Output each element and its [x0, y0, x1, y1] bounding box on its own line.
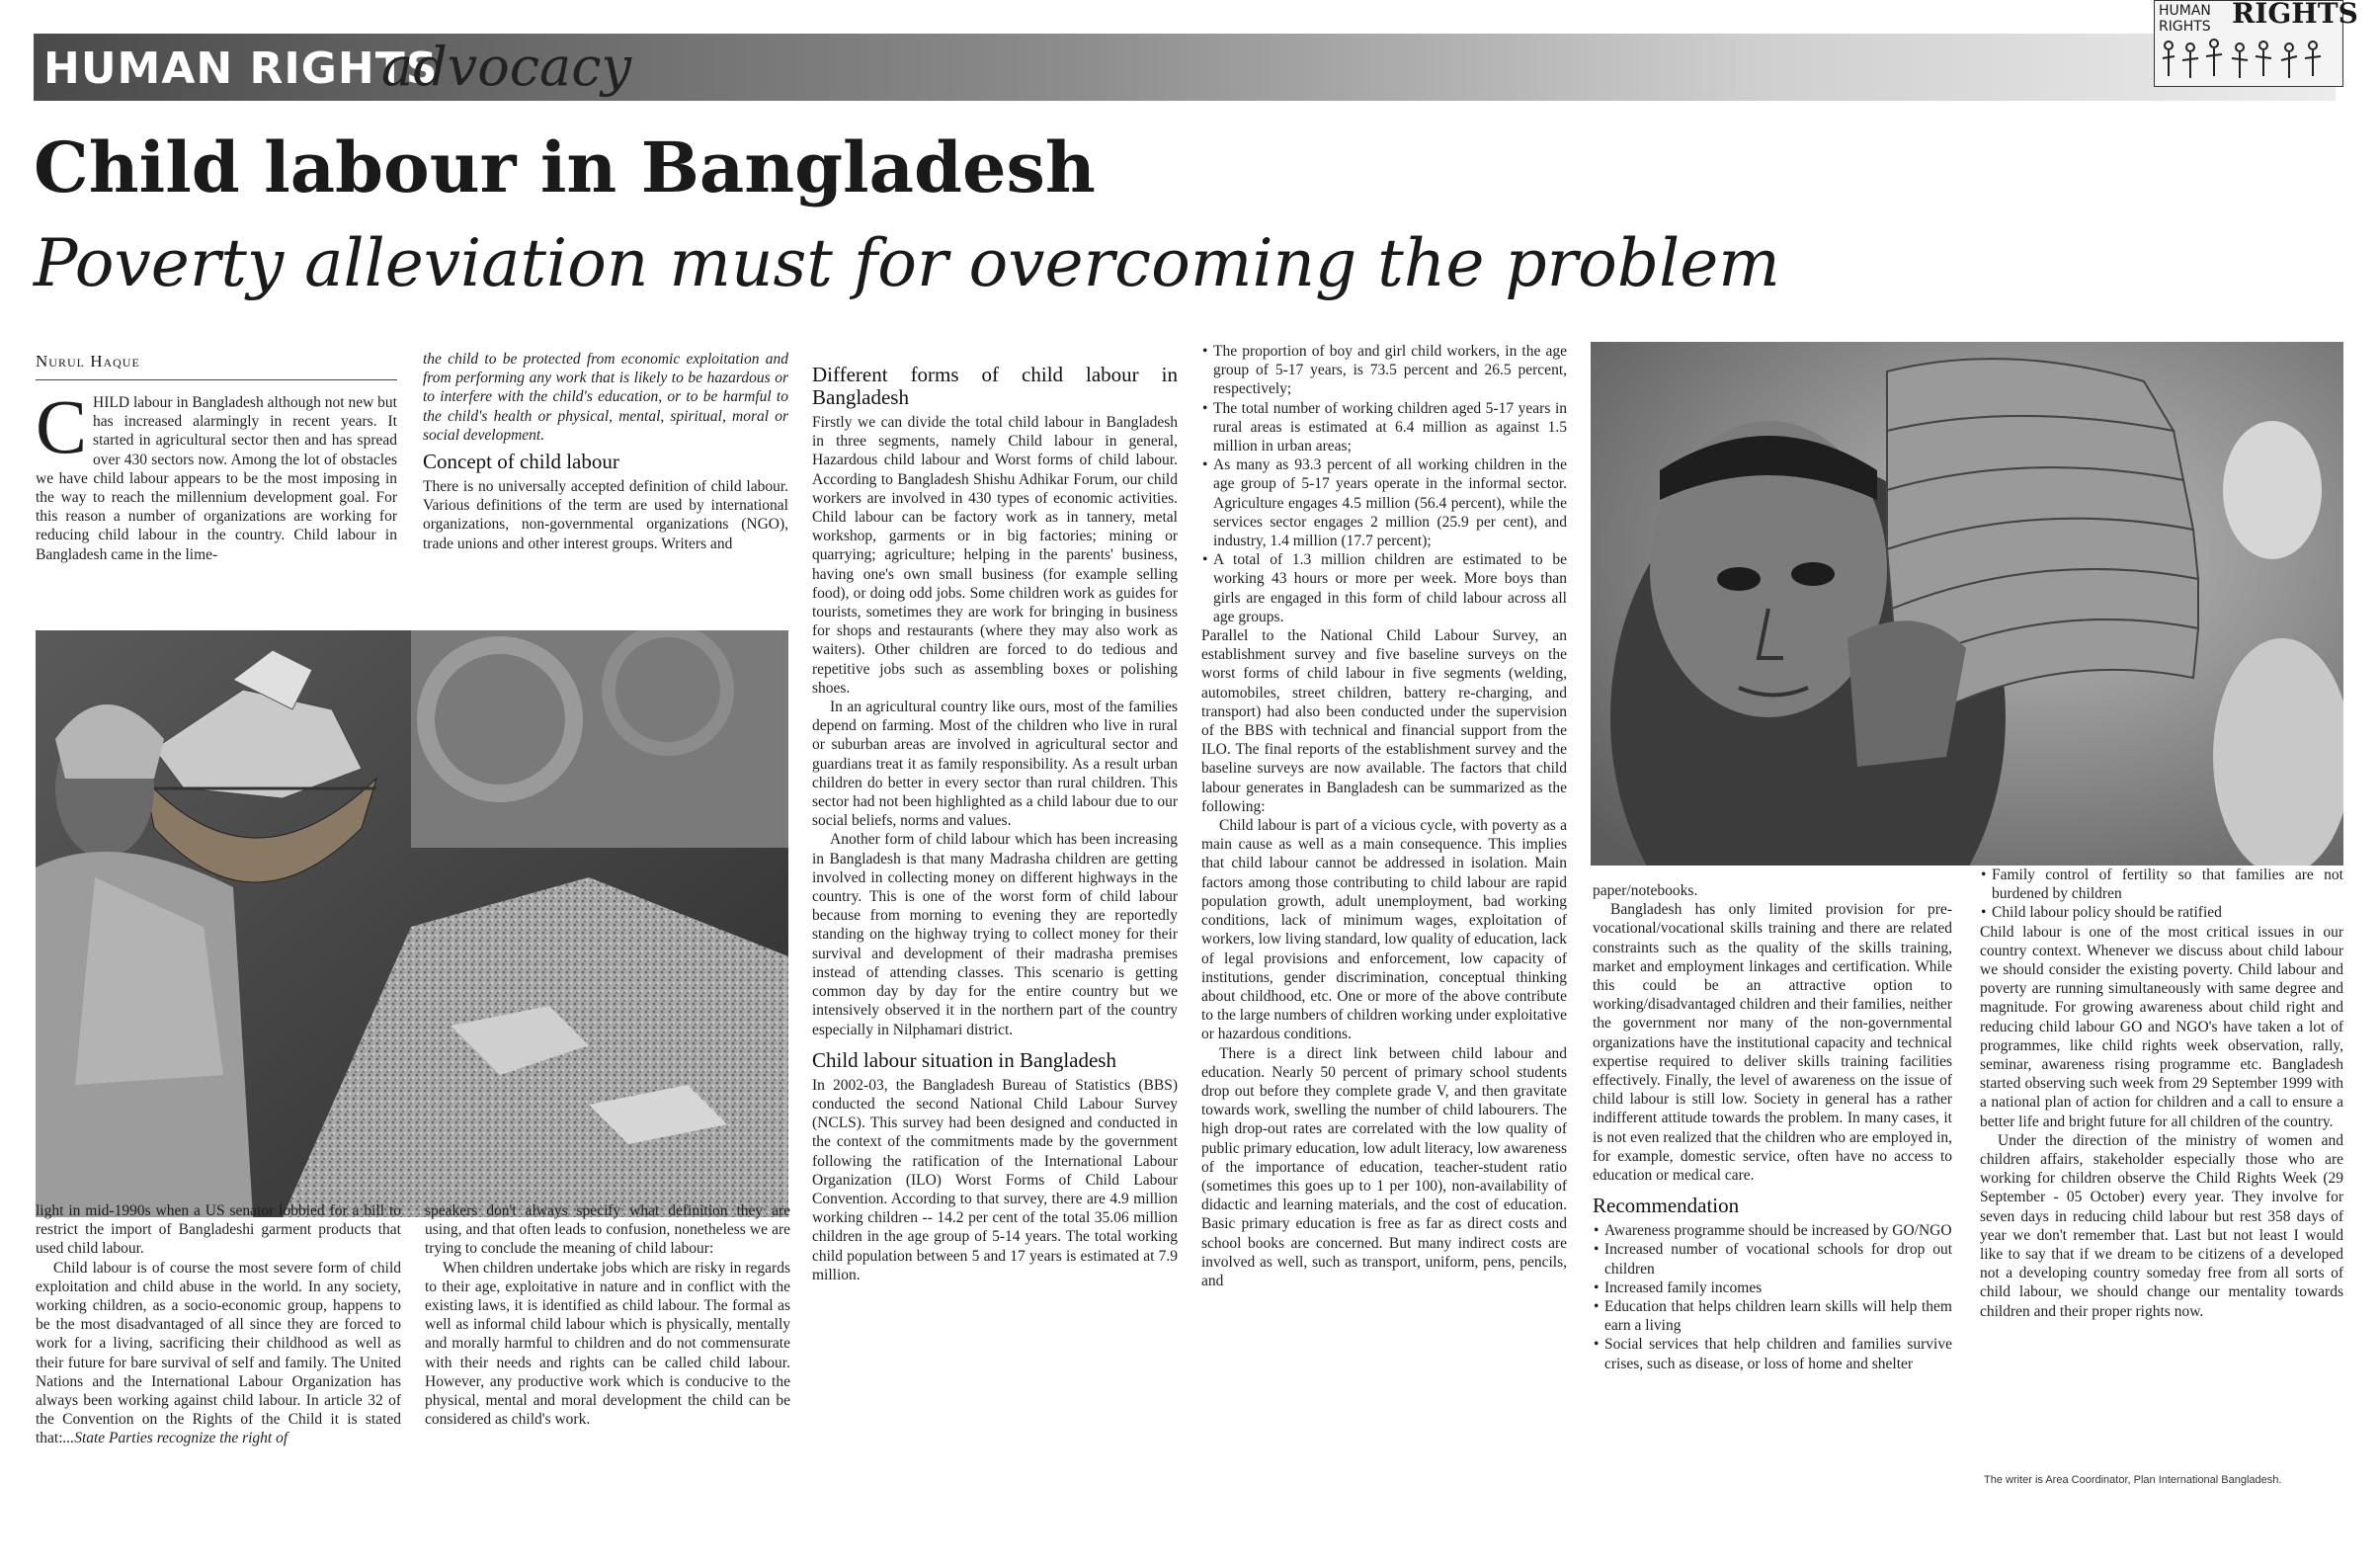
section-heading-situation: Child labour situation in Bangladesh [812, 1047, 1116, 1072]
human-rights-logo [2154, 0, 2358, 87]
list-item: • A total of 1.3 million children are estimated to be working 43 hours or more per week. More boys than girls are engaged in this form of child labour across all age groups. [1213, 550, 1567, 626]
list-item: • Child labour policy should be ratified [1992, 903, 2343, 922]
list-item: • The proportion of boy and girl child workers, in the age group of 5-17 years, is 73.5 percent and 26.5 percent, respectively; [1213, 342, 1567, 399]
list-item: • Awareness programme should be increased by GO/NGO [1604, 1221, 1952, 1240]
column-6 [1980, 866, 2343, 1321]
concept-paragraph: There is no universally accepted definition of child labour. Various definitions of the term are used by international organizations, non-governmental organizations (NGO), trade unions and other interest groups. Writers and [423, 478, 788, 552]
list-item: • As many as 93.3 percent of all working children in the age group of 5-17 years operate in the informal sector. Agriculture engages 4.5 million (56.4 percent), while the services sector engages 2 million (25.9 per cent), and industry, 1.4 million (17.7 percent); [1213, 455, 1567, 550]
section-sublabel: advocacy [381, 36, 631, 98]
paragraph-notebooks: paper/notebooks. [1593, 882, 1698, 899]
paragraph-agriculture: In an agricultural country like ours, most of the families depend on farming. Most of the children who live in rural or suburban areas are involved in agricultural sector and guardians treat it as family responsibility. As a result urban children do better in every sector than rural children. This sector had not been highlighted as a child labour due to our social beliefs, norms and values. [812, 699, 1178, 830]
statistics-list [1201, 342, 1567, 626]
paragraph-risky-jobs: When children undertake jobs which are risky in regards to their age, exploitative in nature and in conflict with the existing laws, it is identified as child labour. The formal as well as informal child labour which is physically, mentally and morally harmful to children and do not commensurate with their needs and rights can be called child labour. However, any productive work which is conducive to the physical, mental and moral development the child can be considered as child's work. [425, 1259, 790, 1429]
paragraph-madrasha: Another form of child labour which has been increasing in Bangladesh is that many Madrasha children are getting involved in collecting money on different highways in the country. This is one of the worst form of child labour because from morning to evening they are reportedly standing on the highway trying to collect money for their survival and development of their madrasha premises instead of attending classes. This scenario is getting common day by day for the entire country but we intensively observed it in the northern part of the country especially in Nilphamari district. [812, 831, 1178, 1038]
recommendation-list [1593, 1221, 1952, 1373]
logo-big-text: RIGHTS [2232, 0, 2358, 30]
column-2-top [423, 350, 788, 553]
column-3 [812, 358, 1178, 1284]
logo-small-text: HUMAN RIGHTS [2159, 3, 2211, 35]
list-item: • Increased family incomes [1604, 1279, 1952, 1297]
column-2-bottom [425, 1201, 790, 1429]
list-item: • Family control of fertility so that families are not burdened by children [1992, 866, 2343, 903]
photo-boy-carrying-load [1591, 342, 2343, 866]
paragraph-critical-issue: Child labour is one of the most critical issues in our country context. Whenever we discuss about child labour we should consider the existing poverty. Child labour and poverty are running simultaneously with same degree and magnitude. For growing awareness about child right and reducing child labour GO and NGO's have taken a lot of programmes, like child rights week observation, rally, seminar, awareness rising programme etc. Bangladesh started observing such week from 29 September 1999 with a national plan of action for children and a call to ensure a better life and bright future for all children of the country. [1980, 923, 2343, 1130]
paragraph-parallel-survey: Parallel to the National Child Labour Survey, an establishment survey and five baseline surveys on the worst forms of child labour in five segments (welding, automobiles, street children, battery re-charging, and transport) had also been conducted under the supervision of the BBS with technical and financial support from the ILO. The final reports of the establishment survey and the baseline surveys are now available. The factors that child labour generates in Bangladesh can be summarized as the following: [1201, 627, 1567, 815]
list-item: • The total number of working children aged 5-17 years in rural areas is estimated at 6.4 million as against 1.5 million in urban areas; [1213, 399, 1567, 456]
section-label: HUMAN RIGHTS [43, 43, 439, 94]
paragraph-vicious-cycle: Child labour is part of a vicious cycle, with poverty as a main cause as well as a main consequence. This implies that child labour cannot be addressed in isolation. Main factors among those contributing to child labour are rapid population growth, adult unemployment, bad working conditions, lack of minimum wages, exploitation of workers, low living standard, low quality of education, lack of legal provisions and enforcement, low capacity of institutions, gender discrimination, conceptual thinking about childhood, etc. One or more of the above contribute to the large numbers of children working under exploitative or hazardous conditions. [1201, 817, 1567, 1043]
recommendation-list-continued [1980, 866, 2343, 923]
paragraph-vocational: Bangladesh has only limited provision for pre-vocational/vocational skills training and there are related constraints such as the quality of the skills training, market and employment linkages and certification. While this could be an attractive option to working/disadvantaged children and their families, neither the government nor many of the non-governmental organizations have the institutional capacity and technical expertise required to deliver skills training facilities effectively. Finally, the level of awareness on the issue of child labour is still low. Society in general has a rather indifferent attitude towards the problem. In many cases, it is not even realized that the children who are employed in, for example, domestic service, often have no access to education or medical care. [1593, 901, 1952, 1185]
list-item: • Social services that help children and families survive crises, such as disease, or loss of home and shelter [1604, 1335, 1952, 1372]
photo-girl-image [36, 630, 788, 1217]
section-heading-concept: Concept of child labour [423, 450, 619, 474]
drop-cap: C [36, 383, 88, 469]
section-heading-forms: Different forms of child labour in Bangladesh [812, 363, 1178, 409]
paragraph-definition: speakers don't always specify what definition they are using, and that often leads to confusion, nonetheless we are trying to conclude the meaning of child labour: [425, 1202, 790, 1258]
column-1-bottom [36, 1201, 401, 1448]
list-item: • Increased number of vocational schools for drop out children [1604, 1240, 1952, 1278]
section-banner [34, 34, 2336, 101]
column-1-top [36, 383, 397, 564]
paragraph-exploitation: Child labour is of course the most severe form of child exploitation and child abuse in the world. In any society, working children, as a socio-economic group, happens to be the most disadvantaged of all since they are forced to work for a living, sacrificing their childhood as well as their future for bare survival of self and family. The United Nations and the International Labour Organization has always been working against child labour. In article 32 of the Convention on the Rights of the Child it is stated that:...State Parties recognize the right of [36, 1259, 401, 1447]
intro-paragraph: HILD labour in Bangladesh although not new but has increased alarmingly in recent years. It started in agricultural sector then and has spread over 430 sectors now. Among the lot of obstacles we have child labour appears to be the most imposing in the way to reach the millennium development goal. For this reason a number of organizations are working for reducing child labour in the country. Child labour in Bangladesh came in the lime- [36, 394, 397, 563]
article-title: Child labour in Bangladesh [34, 126, 1096, 208]
section-heading-recommendation: Recommendation [1593, 1194, 1740, 1218]
paragraph-survey: In 2002-03, the Bangladesh Bureau of Statistics (BBS) conducted the second National Child Labour Survey (NCLS). This survey had been designed and conducted in the context of the commitments made by the government following the ratification of the International Labour Organization (ILO) Worst Forms of Child Labour Convention. According to that survey, there are 4.9 million working children -- 14.2 per cent of the total 35.06 million children in the age group of 5-14 years. The total working child population between 5 and 17 years is estimated at 7.9 million. [812, 1076, 1178, 1283]
paragraph-segments: Firstly we can divide the total child labour in Bangladesh in three segments, namely Child labour in general, Hazardous child labour and Worst forms of child labour. According to Bangladesh Shishu Adhikar Forum, our child workers are involved in 430 types of economic activities. Child labour can be factory work as in tannery, metal workshop, garments or in big factories; mining or quarrying; agriculture; helping in the parents' business, having one's own small business (for example selling food), or doing odd jobs. Some children work as guides for tourists, sometimes they are work for bringing in business for shops and restaurants (where they may also work as waiters). Other children are forced to do tedious and repetitive jobs such as assembling boxes or polishing shoes. [812, 414, 1178, 697]
column-5 [1593, 881, 1952, 1373]
logo-figures-icon [2155, 1, 2342, 86]
convention-quote: the child to be protected from economic exploitation and from performing any work that is likely to be hazardous or to interfere with the child's education, or to be harmful to the child's health or physical, mental, spiritual, moral or social development. [423, 351, 788, 444]
byline-rule [36, 379, 397, 380]
paragraph-child-rights-week: Under the direction of the ministry of women and children affairs, stakeholder especially those who are working for children observe the Child Rights Week (29 September - 05 October) every year. They involve for seven days in reducing child labour but rest 358 days of year we don't remember that. Last but not least I would like to say that if we dream to be citizens of a developed not a developing country someday free from all sorts of child labour, we should change our mentality towards children and their proper rights now. [1980, 1131, 2343, 1320]
paragraph-senator: light in mid-1990s when a US senator lobbied for a bill to restrict the import of Bangladeshi garment products that used child labour. [36, 1202, 401, 1258]
paragraph-education-link: There is a direct link between child labour and education. Nearly 50 percent of primary school students drop out before they complete grade V, and then gravitate towards work, swelling the number of child labourers. The high drop-out rates are correlated with the low quality of public primary education, low adult literacy, low awareness of the importance of education, teacher-student ratio (sometimes this goes up to 1 per 100), non-availability of didactic and learning materials, and the cost of education. Basic primary education is free as far as direct costs and school books are concerned. But many indirect costs are involved as well, such as transport, uniform, pens, pencils, and [1201, 1044, 1567, 1289]
photo-girl-carrying-stones [36, 630, 788, 1217]
list-item: • Education that helps children learn skills will help them earn a living [1604, 1297, 1952, 1335]
article-subtitle: Poverty alleviation must for overcoming the problem [34, 225, 1780, 301]
photo-boy-image [1591, 342, 2343, 866]
author-footnote: The writer is Area Coordinator, Plan International Bangladesh. [1984, 1474, 2282, 1486]
byline: Nurul Haque [36, 352, 140, 371]
column-4 [1201, 342, 1567, 1290]
